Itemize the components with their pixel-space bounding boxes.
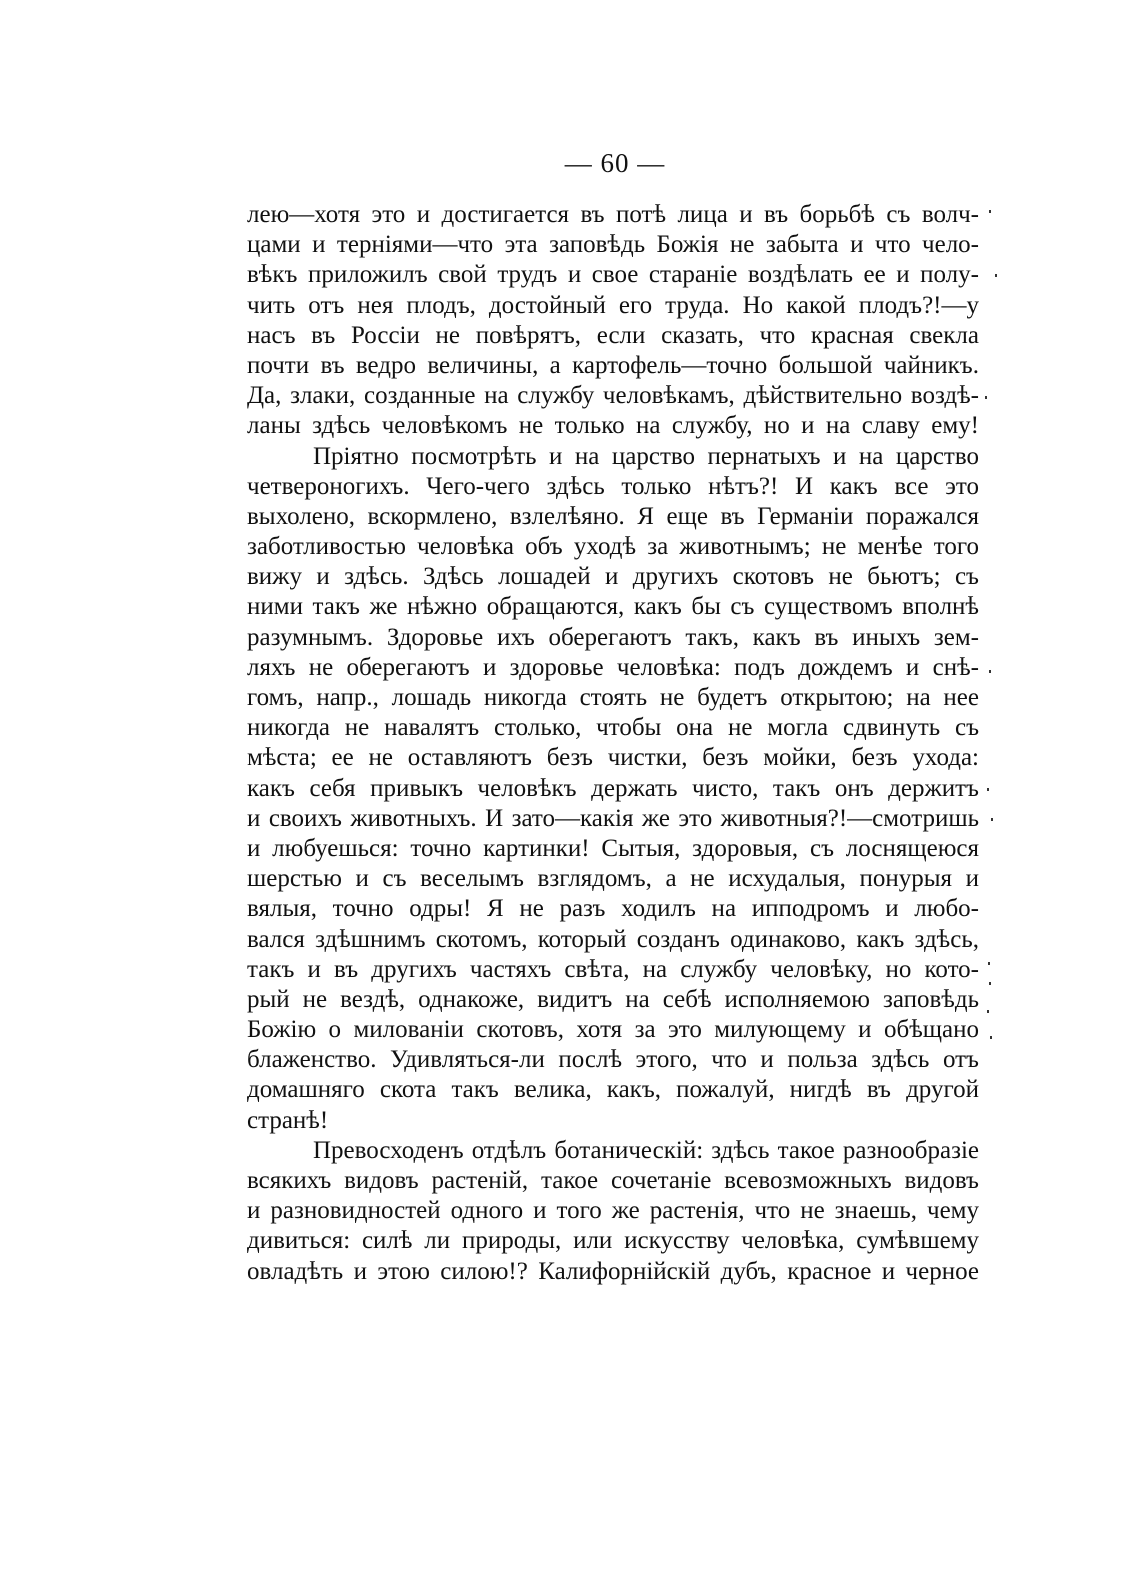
text-line: рый не вездѣ, однакоже, видитъ на себѣ исполняемою заповѣдь	[247, 985, 979, 1013]
text-line: домашняго скота такъ велика, какъ, пожалуй, нигдѣ въ другой	[247, 1076, 979, 1104]
scan-speck	[987, 1010, 989, 1013]
text-line: вался здѣшнимъ скотомъ, который созданъ одинаково, какъ здѣсь,	[247, 925, 979, 953]
text-line: и разновидностей одного и того же растенія, что не знаешь, чему	[247, 1197, 979, 1225]
text-line: ними такъ же нѣжно обращаются, какъ бы съ существомъ вполнѣ	[247, 593, 979, 621]
text-line: гомъ, напр., лошадь никогда стоять не будетъ открытою; на нее	[247, 684, 979, 711]
text-line: разумнымъ. Здоровье ихъ оберегаютъ такъ, какъ въ иныхъ зем-	[247, 623, 979, 651]
text-line: Да, злаки, созданные на службу человѣкамъ, дѣйствительно воздѣ-	[247, 382, 979, 410]
text-line: и своихъ животныхъ. И зато—какія же это животныя?!—смотришь	[247, 804, 979, 832]
text-line: никогда не навалятъ столько, чтобы она не могла сдвинуть съ	[247, 714, 979, 742]
text-line: такъ и въ другихъ частяхъ свѣта, на службу человѣку, но кото-	[247, 955, 979, 983]
scan-speck	[989, 210, 991, 213]
text-line: вѣкъ приложилъ свой трудъ и свое стараніе воздѣлать ее и полу-	[247, 261, 979, 289]
scan-speck	[987, 788, 989, 791]
text-line: заботливостью человѣка объ уходѣ за животнымъ; не менѣе того	[247, 533, 979, 561]
scan-speck	[990, 1036, 992, 1039]
text-line: ланы здѣсь человѣкомъ не только на службу, но и на славу ему!	[247, 412, 979, 440]
text-line: блаженство. Удивляться-ли послѣ этого, что и польза здѣсь отъ	[247, 1046, 979, 1074]
page-number: — 60 —	[564, 148, 666, 178]
scan-speck	[989, 670, 991, 673]
text-line: насъ въ Россіи не повѣрятъ, если сказать, что красная свекла	[247, 321, 979, 349]
text-line: вялыя, точно одры! Я не разъ ходилъ на ипподромъ и любо-	[247, 895, 979, 923]
scan-speck	[995, 274, 997, 277]
text-line: ляхъ не оберегаютъ и здоровье человѣка: подъ дождемъ и снѣ-	[247, 653, 979, 681]
text-line: вижу и здѣсь. Здѣсь лошадей и другихъ скотовъ не бьютъ; съ	[247, 563, 979, 591]
body-text	[247, 200, 979, 1287]
scan-speck	[991, 818, 993, 821]
text-line: всякихъ видовъ растеній, такое сочетаніе всевозможныхъ видовъ	[247, 1167, 979, 1194]
paragraph-end-line: странѣ!	[247, 1106, 329, 1134]
scan-speck	[985, 396, 987, 399]
text-line: шерстью и съ веселымъ взглядомъ, а не исхудалыя, понурыя и	[247, 865, 979, 893]
text-line: и любуешься: точно картинки! Сытыя, здоровыя, съ лоснящеюся	[247, 834, 979, 862]
text-line: чить отъ нея плодъ, достойный его труда. Но какой плодъ?!—у	[247, 291, 979, 319]
paragraph-start-line: Пріятно посмотрѣть и на царство пернатыхъ и на царство	[313, 442, 979, 470]
text-line: мѣста; ее не оставляютъ безъ чистки, безъ мойки, безъ ухода:	[247, 744, 979, 772]
text-line: овладѣть и этою силою!? Калифорнійскій дубъ, красное и черное	[247, 1257, 979, 1285]
text-line: лею—хотя это и достигается въ потѣ лица и въ борьбѣ съ волч-	[247, 201, 979, 228]
scan-speck	[988, 962, 990, 965]
text-line: выхолено, вскормлено, взлелѣяно. Я еще въ Германіи поражался	[247, 502, 979, 530]
text-line: какъ себя привыкъ человѣкъ держать чисто, такъ онъ держитъ	[247, 774, 979, 802]
text-line: дивиться: силѣ ли природы, или искусству человѣка, сумѣвшему	[247, 1227, 979, 1255]
text-line: Божію о милованіи скотовъ, хотя за это милующему и обѣщано	[247, 1016, 979, 1044]
scan-speck	[989, 982, 991, 985]
paragraph-start-line: Превосходенъ отдѣлъ ботаническій: здѣсь такое разнообразіе	[313, 1136, 979, 1164]
text-line: четвероногихъ. Чего-чего здѣсь только нѣтъ?! И какъ все это	[247, 472, 979, 500]
text-line: почти въ ведро величины, а картофель—точно большой чайникъ.	[247, 351, 979, 379]
scan-margin-specks	[985, 200, 1005, 1060]
text-line: цами и терніями—что эта заповѣдь Божія не забыта и что чело-	[247, 231, 979, 259]
